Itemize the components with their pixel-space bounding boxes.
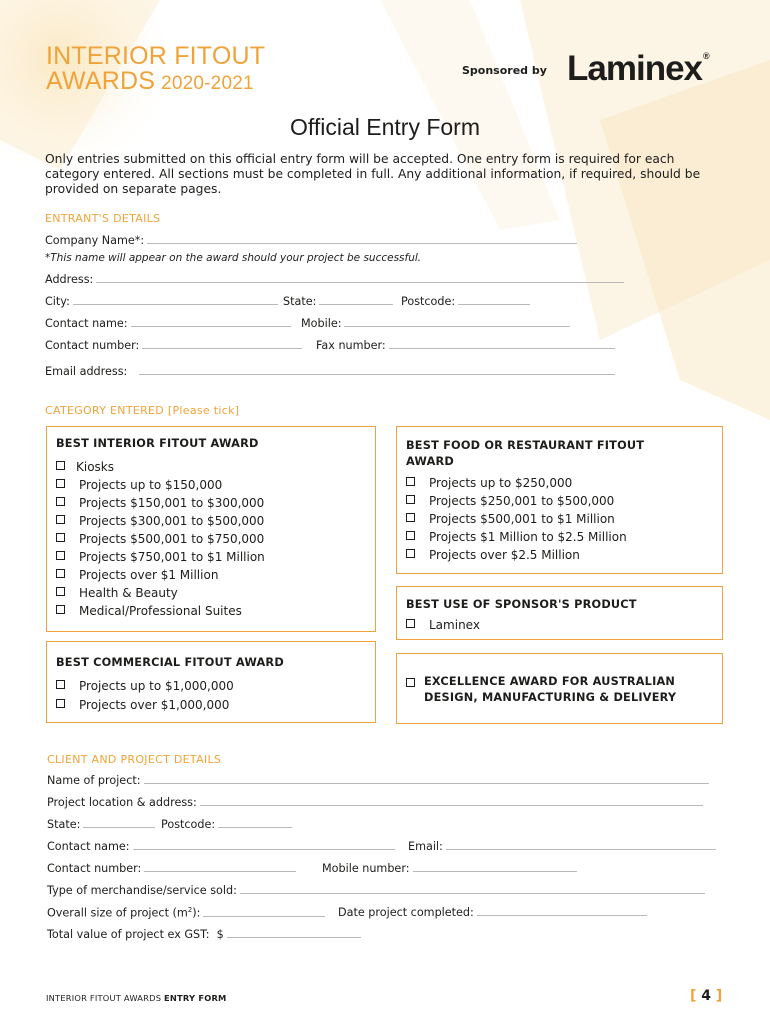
email-address-label: Email address: <box>45 365 128 378</box>
contact-name-field[interactable] <box>45 317 291 330</box>
checkbox[interactable] <box>56 587 65 596</box>
interior-fitout-box <box>46 426 376 632</box>
awards-logo <box>46 44 265 96</box>
logo-year: 2020-2021 <box>161 73 254 94</box>
entrant-heading: ENTRANT'S DETAILS <box>45 212 161 225</box>
logo-line-2: AWARDS <box>46 67 156 95</box>
company-name-note: *This name will appear on the award should your project be successful. <box>45 252 422 264</box>
state-field[interactable] <box>283 295 393 308</box>
company-name-field[interactable] <box>45 234 577 247</box>
company-name-label: Company Name*: <box>45 234 145 247</box>
date-completed-label: Date project completed: <box>338 906 474 919</box>
sponsor-logo <box>567 49 709 89</box>
sponsor-product-options <box>406 616 480 634</box>
excellence-award-box <box>396 653 723 724</box>
commercial-fitout-options <box>56 677 234 715</box>
sponsor-logo-text: Laminex <box>567 49 702 88</box>
category-heading: CATEGORY ENTERED [Please tick] <box>45 404 240 417</box>
mobile-field[interactable] <box>301 317 570 330</box>
contact-number-field[interactable] <box>45 339 302 352</box>
fax-number-label: Fax number: <box>316 339 386 352</box>
checkbox[interactable] <box>56 680 65 689</box>
client-postcode-field[interactable] <box>161 818 292 831</box>
project-name-label: Name of project: <box>47 774 141 787</box>
postcode-label: Postcode: <box>401 295 456 308</box>
commercial-fitout-box <box>46 641 376 723</box>
option-1m-2-5m[interactable]: Projects $1 Million to $2.5 Million <box>406 528 627 546</box>
option-laminex[interactable]: Laminex <box>406 616 480 634</box>
project-name-field[interactable] <box>47 774 709 787</box>
checkbox[interactable] <box>406 513 415 522</box>
checkbox[interactable] <box>56 699 65 708</box>
fax-number-field[interactable] <box>316 339 615 352</box>
commercial-fitout-title: BEST COMMERCIAL FITOUT AWARD <box>56 656 284 669</box>
checkbox[interactable] <box>406 531 415 540</box>
project-size-label: Overall size of project (m <box>47 906 188 920</box>
date-completed-field[interactable] <box>338 906 647 919</box>
interior-fitout-title: BEST INTERIOR FITOUT AWARD <box>56 437 259 450</box>
interior-fitout-options <box>56 458 265 620</box>
excellence-award-title: EXCELLENCE AWARD FOR AUSTRALIAN DESIGN, MANUFACTURING & DELIVERY <box>424 675 677 704</box>
contact-name-label: Contact name: <box>45 317 128 330</box>
checkbox[interactable] <box>406 549 415 558</box>
sponsored-by-label: Sponsored by <box>462 64 547 77</box>
squared-superscript: 2 <box>187 906 193 914</box>
checkbox[interactable] <box>56 461 65 470</box>
checkbox[interactable] <box>406 619 415 628</box>
address-field[interactable] <box>45 273 624 286</box>
checkbox[interactable] <box>56 479 65 488</box>
option-150k-300k[interactable]: Projects $150,001 to $300,000 <box>56 494 265 512</box>
checkbox[interactable] <box>56 515 65 524</box>
client-mobile-label: Mobile number: <box>322 862 410 875</box>
client-state-label: State: <box>47 818 81 831</box>
client-contact-name-field[interactable] <box>47 840 395 853</box>
client-email-field[interactable] <box>408 840 716 853</box>
client-contact-number-field[interactable] <box>47 862 296 875</box>
project-size-label-end: ): <box>192 906 201 920</box>
client-email-label: Email: <box>408 840 443 853</box>
sponsor-product-title: BEST USE OF SPONSOR'S PRODUCT <box>406 598 637 611</box>
checkbox[interactable] <box>406 678 415 687</box>
food-restaurant-title: BEST FOOD OR RESTAURANT FITOUT AWARD <box>406 439 645 468</box>
address-label: Address: <box>45 273 94 286</box>
sponsor-product-box <box>396 586 723 640</box>
state-label: State: <box>283 295 317 308</box>
postcode-field[interactable] <box>401 295 530 308</box>
project-location-field[interactable] <box>47 796 703 809</box>
option-over-1m-commercial[interactable]: Projects over $1,000,000 <box>56 696 234 715</box>
client-postcode-label: Postcode: <box>161 818 216 831</box>
option-health-beauty[interactable]: Health & Beauty <box>56 584 265 602</box>
checkbox[interactable] <box>406 495 415 504</box>
registered-mark: ® <box>703 51 709 61</box>
footer-label: INTERIOR FITOUT AWARDS ENTRY FORM <box>46 993 227 1003</box>
option-250k-500k[interactable]: Projects $250,001 to $500,000 <box>406 492 627 510</box>
logo-line-1: INTERIOR FITOUT <box>46 42 266 70</box>
merchandise-field[interactable] <box>47 884 705 897</box>
city-label: City: <box>45 295 70 308</box>
project-size-field[interactable] <box>47 906 325 920</box>
checkbox[interactable] <box>56 551 65 560</box>
client-contact-number-label: Contact number: <box>47 862 142 875</box>
total-value-label: Total value of project ex GST: $ <box>47 928 224 941</box>
client-state-field[interactable] <box>47 818 155 831</box>
total-value-field[interactable] <box>47 928 361 941</box>
option-up-to-250k[interactable]: Projects up to $250,000 <box>406 474 627 492</box>
city-field[interactable] <box>45 295 278 308</box>
option-kiosks[interactable]: Kiosks <box>56 458 265 476</box>
checkbox[interactable] <box>56 497 65 506</box>
option-up-to-1m[interactable]: Projects up to $1,000,000 <box>56 677 234 696</box>
mobile-label: Mobile: <box>301 317 342 330</box>
option-up-to-150k[interactable]: Projects up to $150,000 <box>56 476 265 494</box>
food-restaurant-options <box>406 474 627 564</box>
merchandise-label: Type of merchandise/service sold: <box>47 884 237 897</box>
page-number: [ 4 ] <box>690 988 723 1004</box>
project-location-label: Project location & address: <box>47 796 197 809</box>
client-mobile-field[interactable] <box>322 862 577 875</box>
form-title: Official Entry Form <box>290 114 480 140</box>
contact-number-label: Contact number: <box>45 339 140 352</box>
checkbox[interactable] <box>56 569 65 578</box>
option-300k-500k[interactable]: Projects $300,001 to $500,000 <box>56 512 265 530</box>
option-500k-750k[interactable]: Projects $500,001 to $750,000 <box>56 530 265 548</box>
checkbox[interactable] <box>406 477 415 486</box>
option-over-2-5m[interactable]: Projects over $2.5 Million <box>406 546 627 564</box>
email-address-field[interactable] <box>45 365 615 378</box>
checkbox[interactable] <box>56 533 65 542</box>
option-500k-1m[interactable]: Projects $500,001 to $1 Million <box>406 510 627 528</box>
client-contact-name-label: Contact name: <box>47 840 130 853</box>
intro-text: Only entries submitted on this official entry form will be accepted. One entry form is required for each category entered. All sections must be completed in full. Any additional information, if required, should be provided on separate pages. <box>45 152 701 196</box>
food-restaurant-box <box>396 426 723 574</box>
checkbox[interactable] <box>56 605 65 614</box>
client-heading: CLIENT AND PROJECT DETAILS <box>47 753 222 766</box>
option-750k-1m[interactable]: Projects $750,001 to $1 Million <box>56 548 265 566</box>
option-medical-suites[interactable]: Medical/Professional Suites <box>56 602 265 620</box>
option-over-1m[interactable]: Projects over $1 Million <box>56 566 265 584</box>
